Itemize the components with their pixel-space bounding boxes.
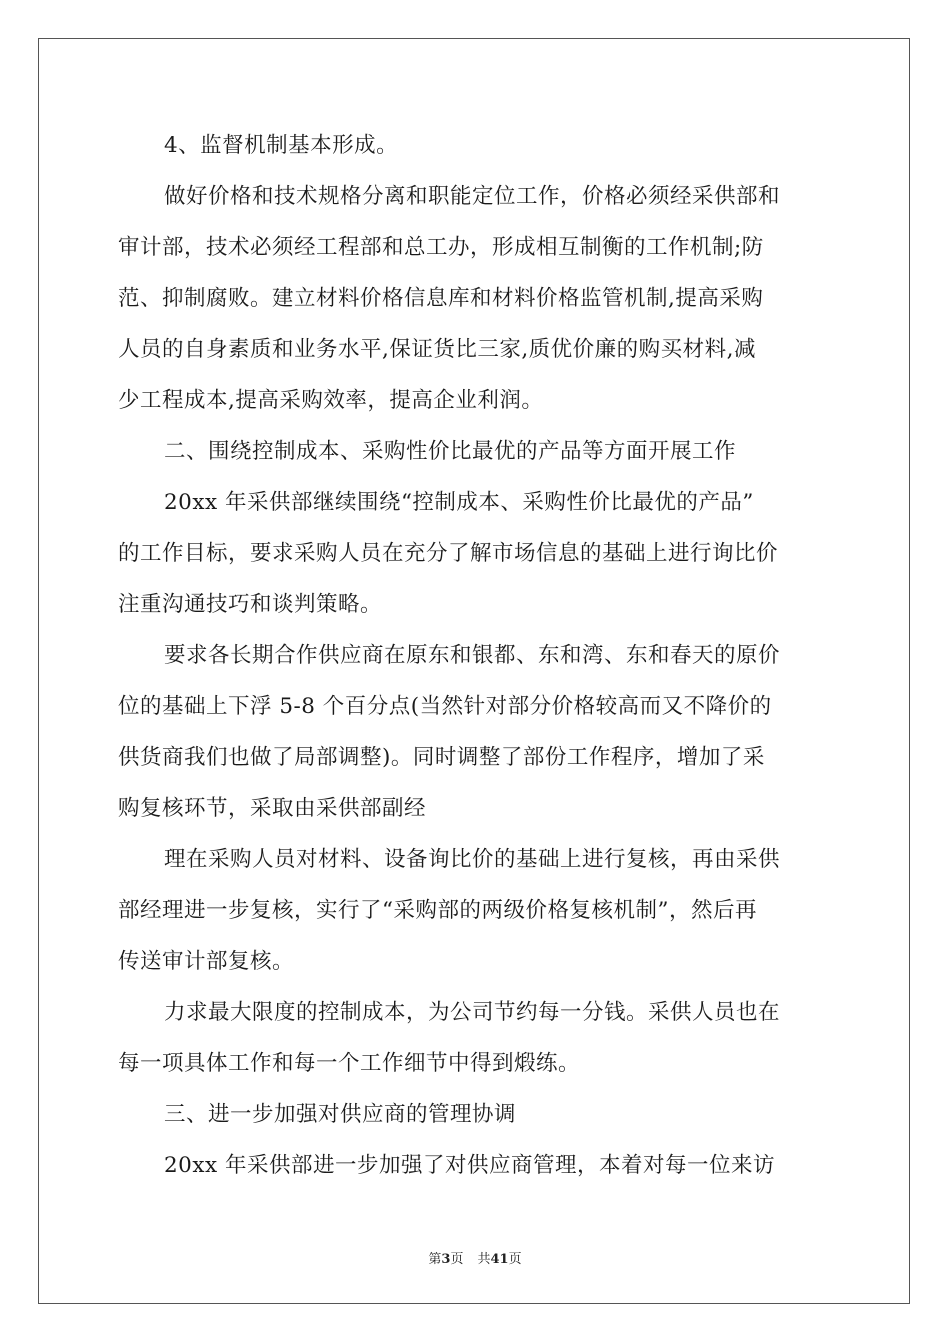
paragraph-line: 审计部，技术必须经工程部和总工办，形成相互制衡的工作机制;防 xyxy=(118,235,764,260)
section-heading: 二、围绕控制成本、采购性价比最优的产品等方面开展工作 xyxy=(164,439,737,464)
paragraph-line: 购复核环节，采取由采供部副经 xyxy=(118,796,427,821)
paragraph-line: 20xx 年采供部进一步加强了对供应商管理，本着对每一位来访 xyxy=(164,1153,775,1178)
paragraph-line: 供货商我们也做了局部调整)。同时调整了部份工作程序，增加了采 xyxy=(118,745,765,770)
page-suffix: 页 xyxy=(450,1252,464,1267)
page-total: 41 xyxy=(490,1252,509,1267)
page-prefix: 第 xyxy=(428,1252,442,1267)
paragraph-line: 理在采购人员对材料、设备询比价的基础上进行复核，再由采供 xyxy=(164,847,781,872)
paragraph-line: 的工作目标，要求采购人员在充分了解市场信息的基础上进行询比价 xyxy=(118,541,779,566)
paragraph-line: 要求各长期合作供应商在原东和银都、东和湾、东和春天的原价 xyxy=(164,643,781,668)
document-body xyxy=(118,128,834,1199)
paragraph-line: 做好价格和技术规格分离和职能定位工作，价格必须经采供部和 xyxy=(164,184,781,209)
section-heading: 三、进一步加强对供应商的管理协调 xyxy=(164,1102,517,1127)
paragraph-line: 每一项具体工作和每一个工作细节中得到煅练。 xyxy=(118,1051,581,1076)
paragraph-line: 少工程成本,提高采购效率，提高企业利润。 xyxy=(118,388,544,413)
paragraph-line: 部经理进一步复核，实行了“采购部的两级价格复核机制”，然后再 xyxy=(118,898,757,923)
paragraph-line: 注重沟通技巧和谈判策略。 xyxy=(118,592,383,617)
total-prefix: 共 xyxy=(477,1252,491,1267)
paragraph-line: 20xx 年采供部继续围绕“控制成本、采购性价比最优的产品” xyxy=(164,490,754,515)
paragraph-line: 力求最大限度的控制成本，为公司节约每一分钱。采供人员也在 xyxy=(164,1000,781,1025)
paragraph-line: 人员的自身素质和业务水平,保证货比三家,质优价廉的购买材料,减 xyxy=(118,337,757,362)
paragraph-line: 位的基础上下浮 5-8 个百分点(当然针对部分价格较高而又不降价的 xyxy=(118,694,772,719)
paragraph-line: 4、监督机制基本形成。 xyxy=(164,133,399,158)
total-suffix: 页 xyxy=(508,1252,522,1267)
paragraph-line: 传送审计部复核。 xyxy=(118,949,295,974)
page-current: 3 xyxy=(441,1252,451,1267)
page-footer xyxy=(0,1248,950,1267)
paragraph-line: 范、抑制腐败。建立材料价格信息库和材料价格监管机制,提高采购 xyxy=(118,286,764,311)
